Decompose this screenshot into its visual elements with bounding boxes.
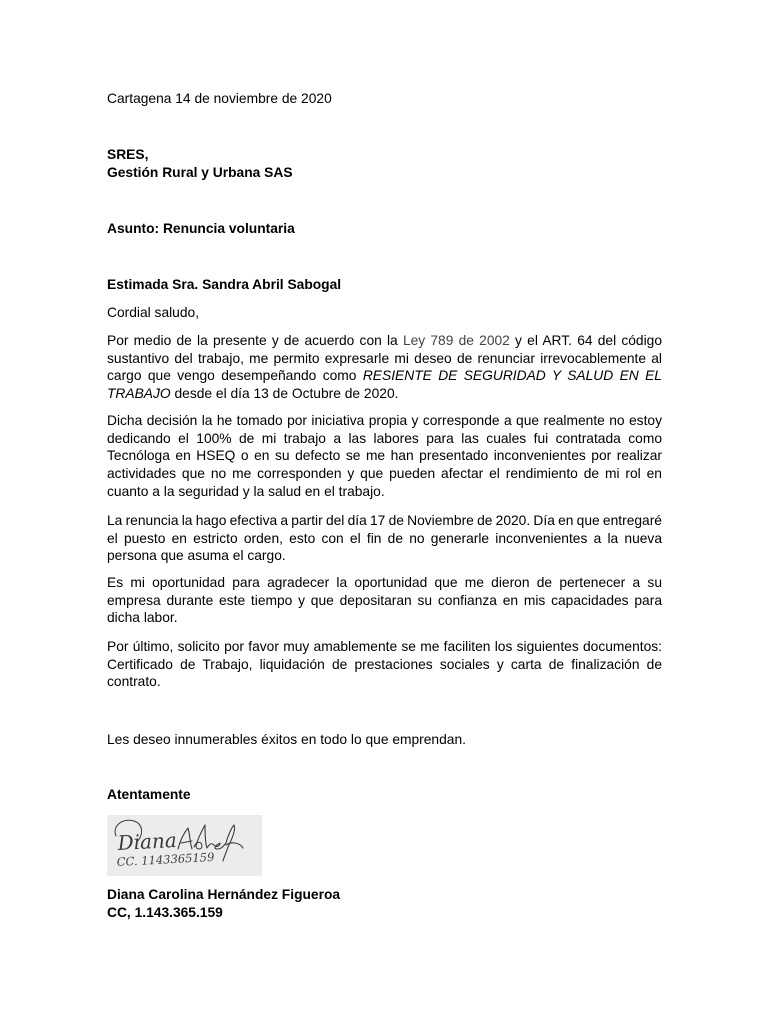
paragraph-line: [107, 385, 662, 403]
line-text: dicha labor.: [107, 610, 178, 626]
letter-date: Cartagena 14 de noviembre de 2020: [107, 91, 332, 106]
paragraph-line: [107, 638, 662, 656]
line-text: cuanto a la seguridad y la salud en el trabajo.: [107, 483, 385, 499]
greeting-line: Cordial saludo,: [107, 305, 200, 320]
paragraph-line: [107, 447, 662, 465]
signature-image: [107, 815, 262, 876]
line-text: empresa durante este tiempo y que depositaran su confianza en mis capacidades para: [107, 592, 662, 608]
addressee-line: Estimada Sra. Sandra Abril Sabogal: [107, 277, 342, 292]
line-text: sustantivo del trabajo, me permito expresarle mi deseo de renunciar irrevocablemente al: [107, 350, 662, 366]
line-text: Dicha decisión la he tomado por iniciativa propia y corresponde a que realmente no estoy: [107, 413, 662, 428]
signature-id-script: CC. 1143365159: [116, 849, 215, 869]
line-text: y el ART. 64 del código: [509, 333, 663, 348]
line-text: Por último, solicito por favor muy amablemente se me faciliten los siguientes documentos:: [107, 639, 662, 654]
paragraph-line: [107, 430, 662, 448]
paragraph-line: [107, 530, 662, 548]
line-text: Tecnóloga en HSEQ o en su defecto se me han presentado inconvenientes por realizar: [107, 448, 662, 464]
line-text: La renuncia la hago efectiva a partir del día 17 de Noviembre de 2020. Día en que entregaré: [107, 513, 662, 528]
body-paragraph: [107, 574, 662, 627]
line-text: cargo que vengo desempeñando como: [107, 368, 363, 384]
paragraph-line: [107, 412, 662, 430]
paragraph-line: [107, 512, 662, 530]
line-text: el puesto en estricto orden, esto con el fin de no generarle inconvenientes a la nueva: [107, 530, 662, 546]
line-text: persona que asuma el cargo.: [107, 548, 286, 564]
signature-name-script: Diana: [117, 827, 178, 855]
sign-off: Atentamente: [107, 787, 191, 802]
line-text: actividades que no me corresponden y que pueden afectar el rendimiento de mi rol en: [107, 466, 662, 482]
job-title: TRABAJO: [107, 386, 171, 402]
job-title: RESIENTE DE SEGURIDAD Y SALUD EN EL: [362, 368, 662, 384]
signer-name: Diana Carolina Hernández Figueroa: [107, 887, 341, 902]
paragraph-line: [107, 350, 662, 368]
paragraph-line: [107, 609, 662, 627]
line-text: contrato.: [107, 674, 161, 690]
recipient-title: SRES,: [107, 147, 149, 162]
recipient-company: Gestión Rural y Urbana SAS: [107, 165, 293, 180]
closing-wish: Les deseo innumerables éxitos en todo lo que emprendan.: [107, 732, 466, 747]
line-text: dedicando el 100% de mi trabajo a las labores para las cuales fui contratada como: [107, 430, 662, 446]
paragraph-line: [107, 367, 662, 385]
body-paragraph: [107, 412, 662, 500]
paragraph-line: [107, 332, 662, 350]
line-text: Por medio de la presente y de acuerdo con la: [107, 333, 403, 348]
paragraph-line: [107, 483, 662, 501]
paragraph-line: [107, 592, 662, 610]
paragraph-line: [107, 656, 662, 674]
law-reference: Ley 789 de 2002: [402, 333, 510, 348]
paragraph-line: [107, 673, 662, 691]
paragraph-line: [107, 574, 662, 592]
body-paragraph: [107, 638, 662, 691]
signer-id: CC, 1.143.365.159: [107, 905, 223, 920]
paragraph-line: [107, 547, 662, 565]
line-text: desde el día 13 de Octubre de 2020.: [170, 386, 399, 402]
line-text: Es mi oportunidad para agradecer la oportunidad que me dieron de pertenecer a su: [107, 575, 662, 590]
body-paragraph: [107, 512, 662, 565]
body-paragraph: [107, 332, 662, 403]
subject-line: Asunto: Renuncia voluntaria: [107, 221, 295, 236]
paragraph-line: [107, 465, 662, 483]
line-text: Certificado de Trabajo, liquidación de prestaciones sociales y carta de finalización de: [107, 656, 662, 672]
